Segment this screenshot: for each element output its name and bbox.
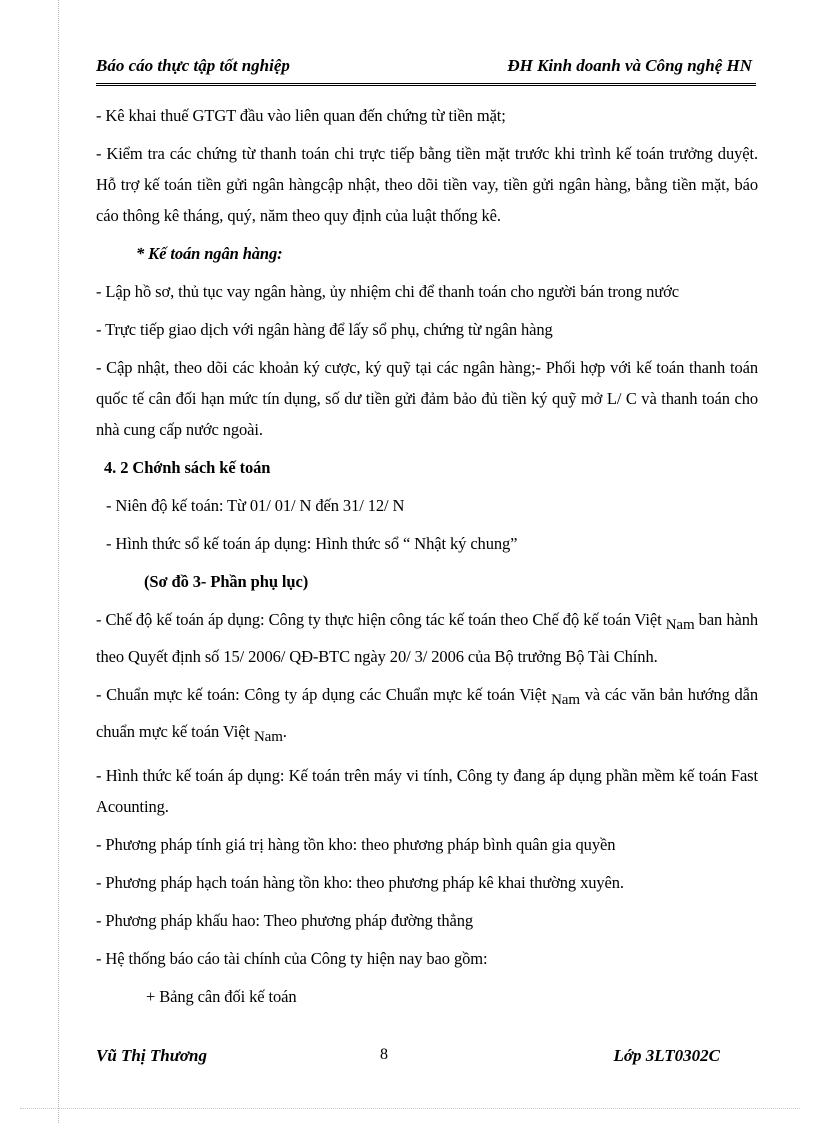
page-header: [96, 56, 752, 80]
paragraph-deposit-tracking: - Cập nhật, theo dõi các khoản ký cược, ký quỹ tại các ngân hàng;- Phối hợp với kế toán thanh toán quốc tế cân đối hạn mức tín dụng, số dư tiền gửi đảm bảo đủ tiền ký quỹ mở L/ C và thanh toán cho nhà cung cấp nước ngoài.: [96, 358, 758, 439]
paragraph-loan-records: - Lập hồ sơ, thủ tục vay ngân hàng, ủy nhiệm chi để thanh toán cho người bán trong nước: [96, 282, 679, 301]
paragraph-financial-reports: - Hệ thống báo cáo tài chính của Công ty hiện nay bao gồm:: [96, 949, 488, 968]
country-word: Nam: [253, 729, 283, 745]
page-footer: [96, 1046, 720, 1072]
paragraph-fiscal-year: - Niên độ kế toán: Từ 01/ 01/ N đến 31/ 12/ N: [106, 496, 405, 515]
standards-text-start: - Chuẩn mực kế toán: Công ty áp dụng các Chuẩn mực kế toán Việt: [96, 685, 547, 704]
page-border-bottom: [20, 1108, 800, 1109]
bank-accounting-heading: * Kế toán ngân hàng:: [136, 244, 283, 263]
list-item-balance-sheet: + Bảng cân đối kế toán: [146, 987, 297, 1006]
paragraph-cash-check: - Kiểm tra các chứng từ thanh toán chi trực tiếp bằng tiền mặt trước khi trình kế toán trưởng duyệt. Hỗ trợ kế toán tiền gửi ngân hàngcập nhật, theo dõi tiền vay, tiền gửi ngân hàng, bằng tiền mặt, báo cáo thông kê tháng, quý, năm theo quy định của luật thống kê.: [96, 144, 758, 225]
paragraph-vat-declaration: - Kê khai thuế GTGT đầu vào liên quan đến chứng từ tiền mặt;: [96, 106, 506, 125]
paragraph-accounting-regime: [96, 604, 758, 672]
diagram-reference: (Sơ đồ 3- Phần phụ lục): [144, 572, 309, 591]
section-heading-accounting-policy: 4. 2 Chớnh sách kế toán: [104, 458, 271, 477]
page-border-left: [58, 0, 59, 1123]
regime-text-start: - Chế độ kế toán áp dụng: Công ty thực hiện công tác kế toán theo Chế độ kế toán Việt: [96, 610, 662, 629]
footer-author: Vũ Thị Thương: [96, 1046, 207, 1065]
paragraph-inventory-valuation: - Phương pháp tính giá trị hàng tồn kho: theo phương pháp bình quân gia quyền: [96, 835, 616, 854]
header-divider: [96, 83, 756, 86]
header-university: ĐH Kinh doanh và Công nghệ HN: [507, 56, 752, 75]
paragraph-inventory-method: - Phương pháp hạch toán hàng tồn kho: theo phương pháp kê khai thường xuyên.: [96, 873, 624, 892]
standards-text-end: .: [282, 722, 287, 741]
footer-class-code: Lớp 3LT0302C: [613, 1046, 720, 1065]
paragraph-bank-transactions: - Trực tiếp giao dịch với ngân hàng để lấy sổ phụ, chứng từ ngân hàng: [96, 320, 553, 339]
standards-text-middle: và các văn bản hướng dẫn chuẩn mực kế toán Việt: [96, 685, 759, 741]
paragraph-depreciation: - Phương pháp khấu hao: Theo phương pháp đường thẳng: [96, 911, 473, 930]
header-report-title: Báo cáo thực tập tốt nghiệp: [96, 56, 290, 75]
country-word: Nam: [665, 617, 695, 633]
paragraph-ledger-form: - Hình thức sổ kế toán áp dụng: Hình thức sổ “ Nhật ký chung”: [106, 534, 518, 553]
country-word: Nam: [551, 692, 580, 708]
regime-text-end: ban hành theo Quyết định số 15/ 2006/ QĐ-BTC ngày 20/ 3/ 2006 của Bộ trưởng Bộ Tài Chính.: [96, 610, 758, 666]
paragraph-accounting-standards: [96, 679, 758, 753]
paragraph-accounting-software: - Hình thức kế toán áp dụng: Kế toán trên máy vi tính, Công ty đang áp dụng phần mềm kế toán Fast Acounting.: [96, 766, 758, 816]
document-body: [96, 100, 758, 1019]
footer-page-number: 8: [380, 1046, 388, 1063]
